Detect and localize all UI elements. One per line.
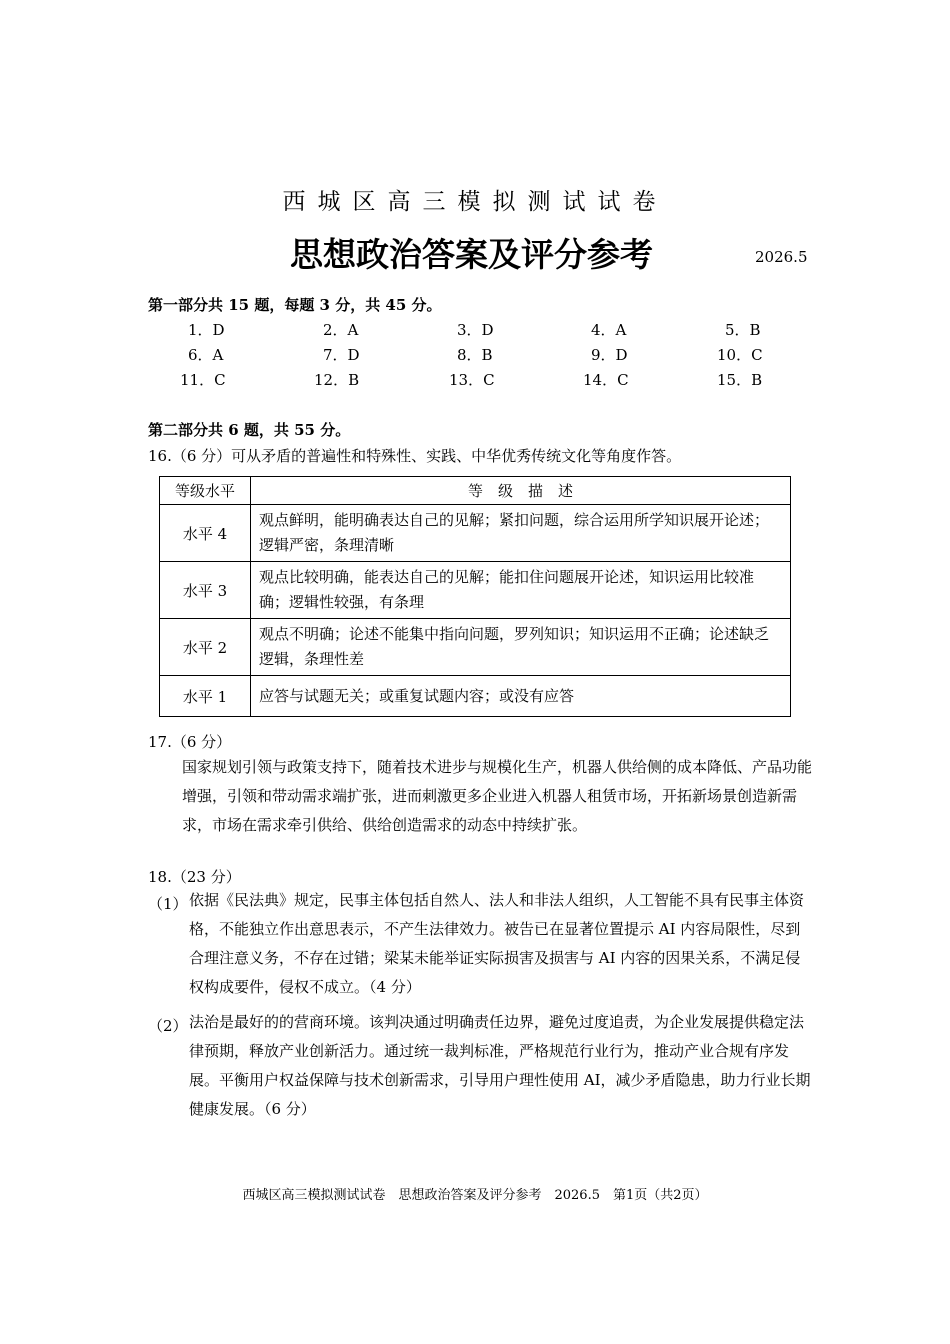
grading-table <box>159 476 791 717</box>
table-row <box>160 505 791 562</box>
q17-heading: 17.（6 分） <box>148 733 232 751</box>
part2-heading: 第二部分共 6 题，共 55 分。 <box>148 421 351 439</box>
description-cell: 观点鲜明，能明确表达自己的见解；紧扣问题，综合运用所学知识展开论述；逻辑严密，条理清晰 <box>251 505 791 562</box>
level-cell: 水平 4 <box>160 505 251 562</box>
answer-item: 11．C <box>180 371 226 389</box>
answer-item: 3．D <box>457 321 494 339</box>
answer-item: 2．A <box>323 321 359 339</box>
description-cell: 观点不明确；论述不能集中指向问题，罗列知识；知识运用不正确；论述缺乏逻辑，条理性差 <box>251 619 791 676</box>
q18-part2-label: （2） <box>148 1017 188 1035</box>
part1-heading: 第一部分共 15 题，每题 3 分，共 45 分。 <box>148 296 442 314</box>
q18-part2-answer: 法治是最好的的营商环境。该判决通过明确责任边界，避免过度追责，为企业发展提供稳定法律预期，释放产业创新活力。通过统一裁判标准，严格规范行业行为，推动产业合规有序发展。平衡用户权益保障与技术创新需求，引导用户理性使用 AI，减少矛盾隐患，助力行业长期健康发展。（6 分） <box>189 1013 811 1118</box>
level-cell: 水平 1 <box>160 676 251 717</box>
answer-item: 15．B <box>717 371 763 389</box>
description-cell: 观点比较明确，能表达自己的见解；能扣住问题展开论述，知识运用比较准确；逻辑性较强，有条理 <box>251 562 791 619</box>
answer-item: 12．B <box>314 371 360 389</box>
answer-item: 14．C <box>583 371 629 389</box>
answer-item: 5．B <box>725 321 761 339</box>
answer-item: 1．D <box>188 321 225 339</box>
answer-item: 13．C <box>449 371 495 389</box>
level-cell: 水平 3 <box>160 562 251 619</box>
table-row <box>160 619 791 676</box>
answer-item: 4．A <box>591 321 627 339</box>
q16-intro: 16.（6 分）可从矛盾的普遍性和特殊性、实践、中华优秀传统文化等角度作答。 <box>148 447 682 465</box>
table-row <box>160 676 791 717</box>
level-cell: 水平 2 <box>160 619 251 676</box>
page-footer: 西城区高三模拟测试试卷 思想政治答案及评分参考 2026.5 第1页（共2页） <box>242 1188 708 1203</box>
description-cell: 应答与试题无关；或重复试题内容；或没有应答 <box>251 676 791 717</box>
answer-item: 7．D <box>323 346 360 364</box>
answer-item: 10．C <box>717 346 763 364</box>
answer-item: 9．D <box>591 346 628 364</box>
table-header-description: 等 级 描 述 <box>251 477 791 505</box>
table-row <box>160 562 791 619</box>
q17-answer: 国家规划引领与政策支持下，随着技术进步与规模化生产，机器人供给侧的成本降低、产品功能增强，引领和带动需求端扩张，进而刺激更多企业进入机器人租赁市场，开拓新场景创造新需求，市场在需求牵引供给、供给创造需求的动态中持续扩张。 <box>182 758 813 834</box>
exam-date: 2026.5 <box>755 248 808 266</box>
q18-part1-label: （1） <box>148 895 188 913</box>
table-header-level: 等级水平 <box>160 477 251 505</box>
answer-item: 8．B <box>457 346 493 364</box>
q18-part1-answer: 依据《民法典》规定，民事主体包括自然人、法人和非法人组织，人工智能不具有民事主体资格，不能独立作出意思表示，不产生法律效力。被告已在显著位置提示 AI 内容局限性，尽到合理注意义务，不存在过错；梁某未能举证实际损害及损害与 AI 内容的因果关系，不满足侵权构成要件，侵权不成立。（4 分） <box>189 891 805 996</box>
exam-title: 西城区高三模拟测试试卷 <box>282 189 668 215</box>
subject-title: 思想政治答案及评分参考 <box>290 235 653 274</box>
q18-heading: 18.（23 分） <box>148 868 241 886</box>
answer-item: 6．A <box>188 346 224 364</box>
